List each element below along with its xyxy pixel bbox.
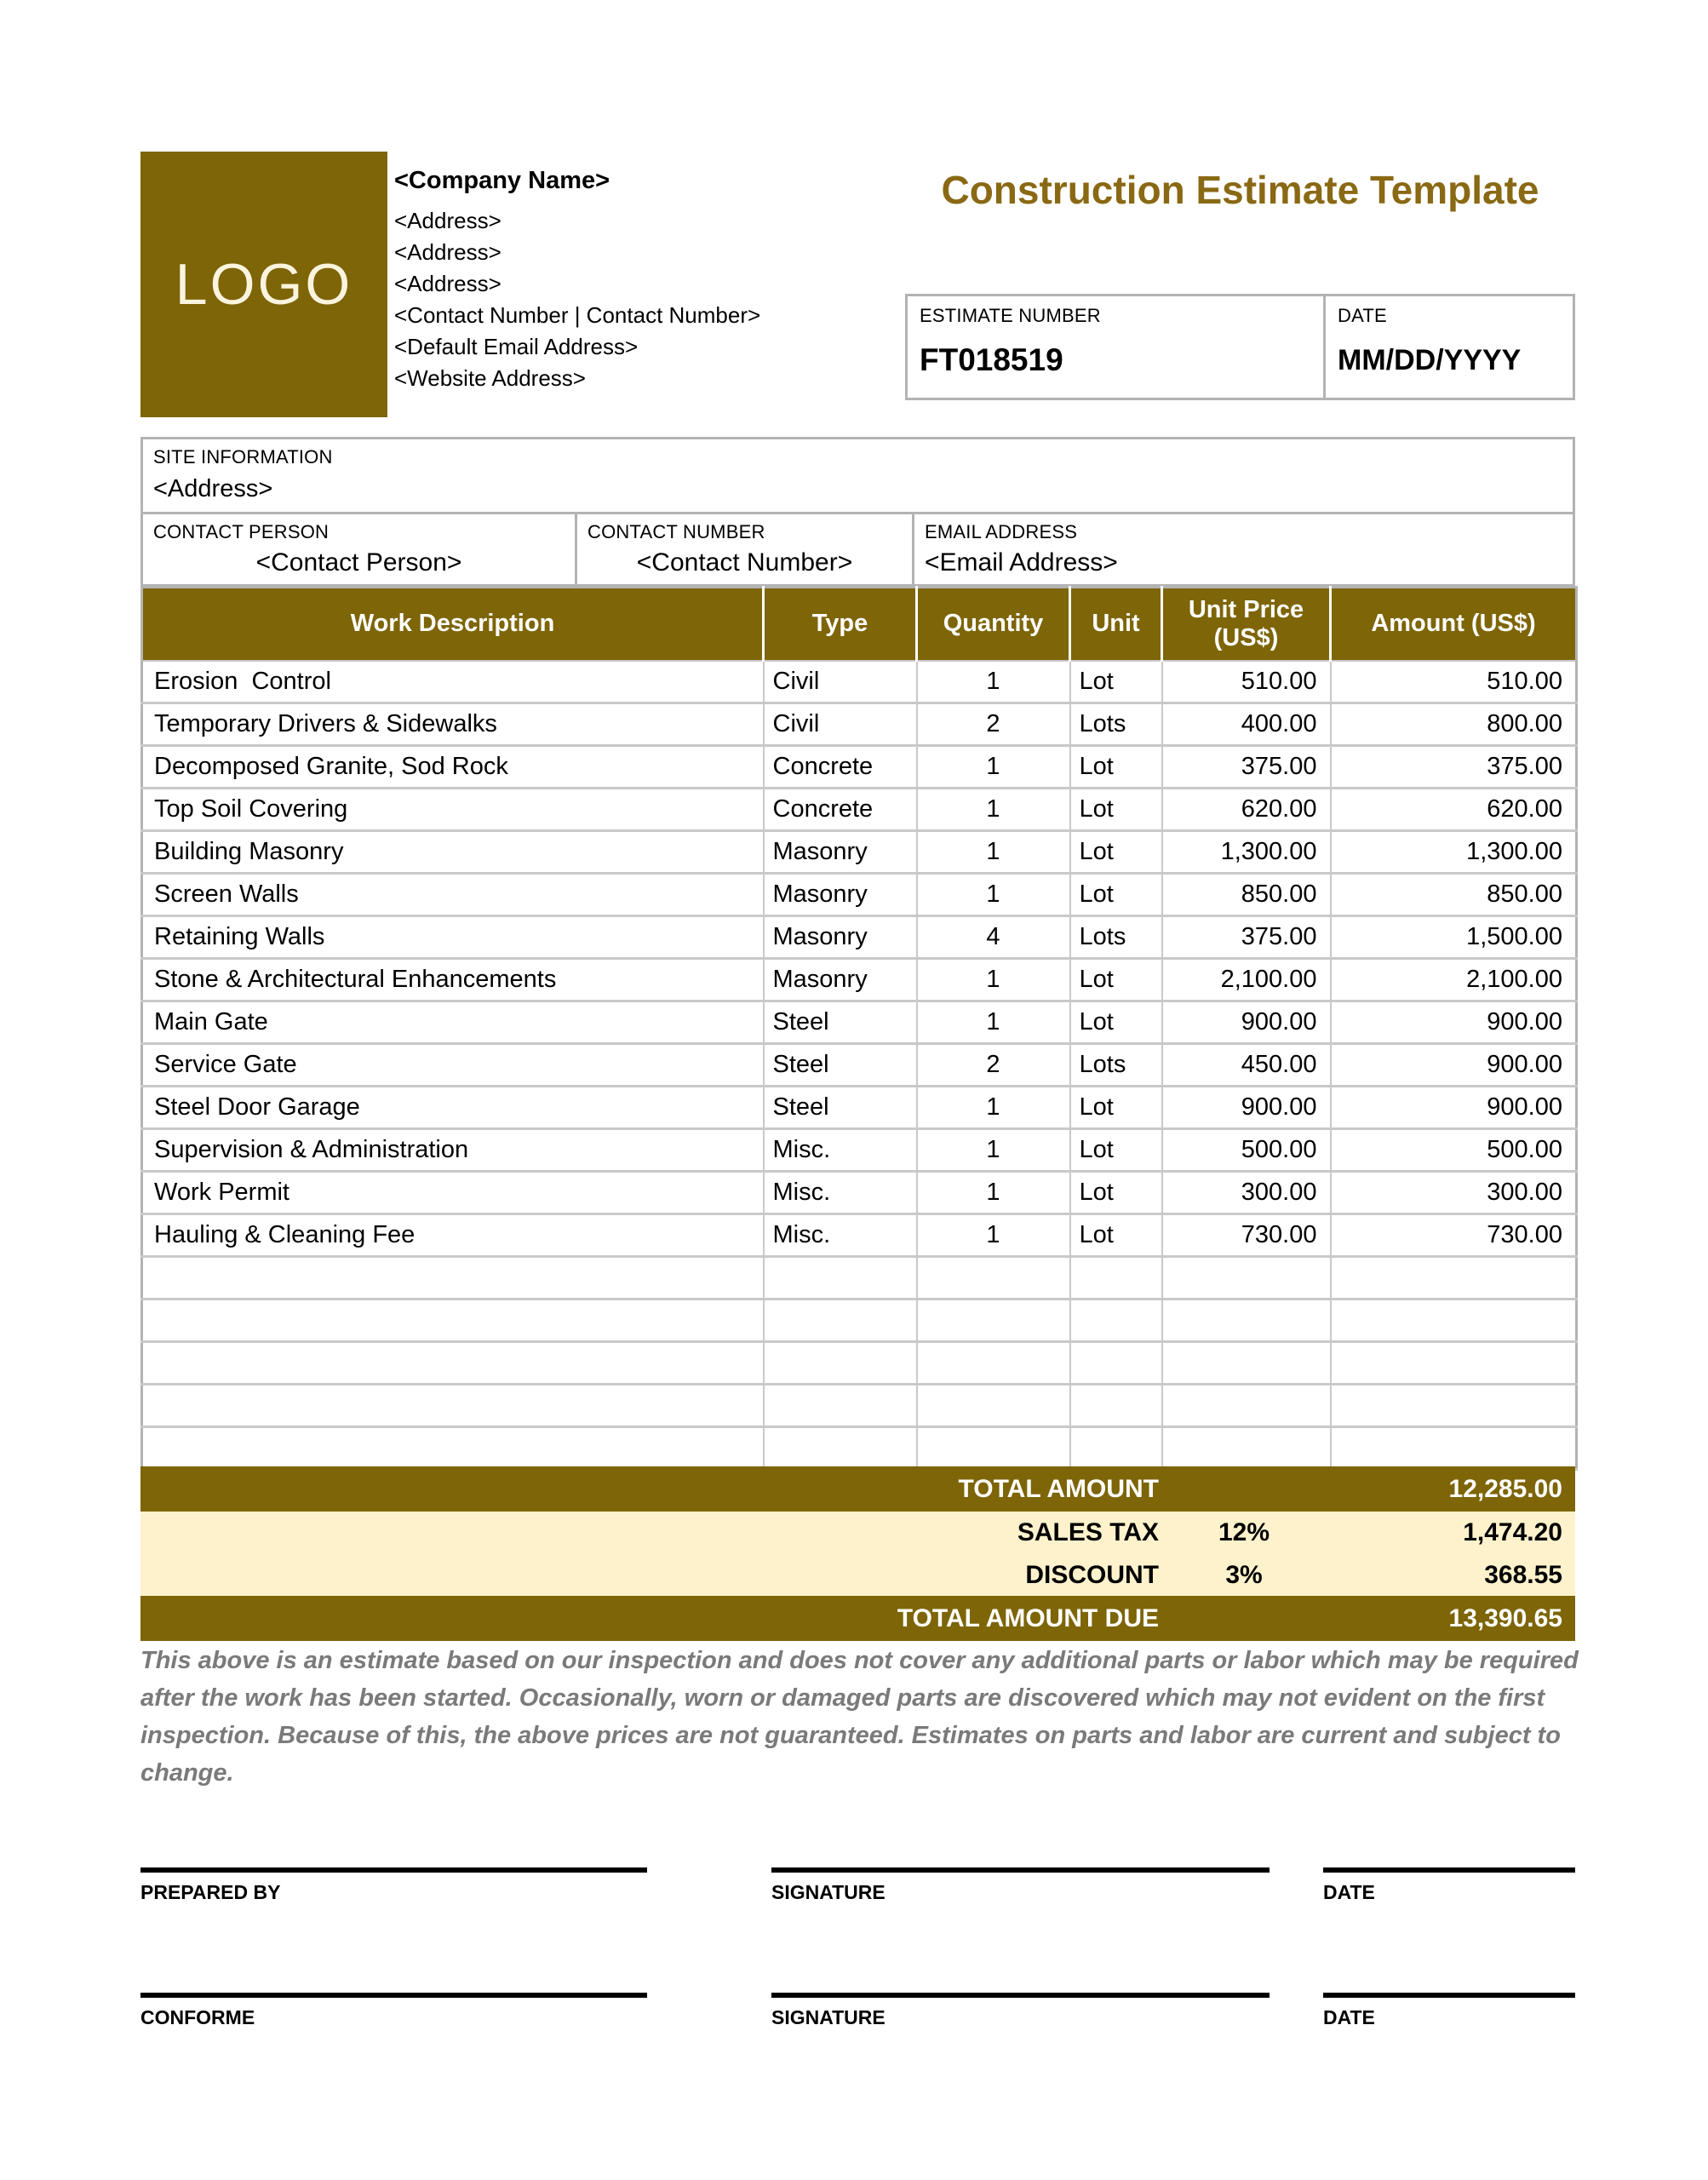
signature-label: SIGNATURE: [771, 2006, 886, 2028]
cell-quantity: 1: [917, 1087, 1070, 1129]
estimate-number-value: FT018519: [920, 342, 1063, 377]
contact-number-value: <Contact Number>: [636, 548, 853, 577]
estimate-number-cell: [908, 296, 1323, 398]
cell-description: Erosion Control: [142, 661, 764, 703]
cell-type: Misc.: [764, 1172, 917, 1214]
company-contact-line: <Contact Number | Contact Number>: [394, 302, 761, 328]
cell-type: [764, 1427, 917, 1470]
table-row-empty: [142, 1299, 1577, 1342]
date-signature-line: [1323, 1867, 1575, 1904]
cell-amount: 375.00: [1331, 746, 1577, 789]
cell-amount: 800.00: [1331, 703, 1577, 746]
cell-amount: 500.00: [1331, 1129, 1577, 1172]
cell-quantity: 1: [917, 1172, 1070, 1214]
cell-type: [764, 1385, 917, 1427]
cell-unit: [1070, 1257, 1162, 1299]
sales-tax-row: [140, 1512, 1575, 1554]
cell-quantity: [917, 1342, 1070, 1385]
conforme-signature-line: [140, 1993, 647, 2029]
company-address-line: <Address>: [394, 208, 502, 233]
table-row: [142, 916, 1577, 959]
cell-description: Screen Walls: [142, 874, 764, 916]
cell-quantity: 1: [917, 959, 1070, 1001]
table-row-empty: [142, 1257, 1577, 1299]
cell-unit: [1070, 1385, 1162, 1427]
work-items-table: [140, 586, 1578, 1471]
cell-amount: 900.00: [1331, 1001, 1577, 1044]
cell-unit-price: [1162, 1427, 1331, 1470]
cell-quantity: [917, 1385, 1070, 1427]
email-address-cell: [912, 514, 1573, 584]
cell-amount: [1331, 1427, 1577, 1470]
header-work-description: Work Description: [142, 588, 764, 662]
cell-type: Masonry: [764, 874, 917, 916]
company-address-line: <Address>: [394, 239, 502, 265]
cell-unit-price: [1162, 1299, 1331, 1342]
table-row: [142, 874, 1577, 916]
cell-description: [142, 1385, 764, 1427]
signature-line: [771, 1993, 1270, 2029]
date-label: DATE: [1323, 1881, 1375, 1903]
discount-value: 368.55: [1484, 1560, 1562, 1589]
cell-quantity: 1: [917, 789, 1070, 831]
cell-type: Masonry: [764, 831, 917, 874]
email-address-value: <Email Address>: [925, 548, 1118, 577]
cell-unit: Lot: [1070, 1087, 1162, 1129]
cell-unit: Lot: [1070, 959, 1162, 1001]
cell-type: Masonry: [764, 959, 917, 1001]
header-type: Type: [764, 588, 917, 662]
cell-description: Retaining Walls: [142, 916, 764, 959]
date-signature-line: [1323, 1993, 1575, 2029]
cell-type: Concrete: [764, 789, 917, 831]
cell-amount: 850.00: [1331, 874, 1577, 916]
table-row: [142, 789, 1577, 831]
prepared-by-signature-line: [140, 1867, 647, 1904]
cell-description: Work Permit: [142, 1172, 764, 1214]
cell-type: Masonry: [764, 916, 917, 959]
header-unit: Unit: [1070, 588, 1162, 662]
cell-unit: Lot: [1070, 1129, 1162, 1172]
company-name: <Company Name>: [394, 167, 610, 194]
total-amount-label: TOTAL AMOUNT: [958, 1474, 1159, 1503]
cell-amount: 620.00: [1331, 789, 1577, 831]
cell-quantity: 1: [917, 661, 1070, 703]
cell-amount: 730.00: [1331, 1214, 1577, 1257]
cell-unit-price: [1162, 1257, 1331, 1299]
cell-unit-price: [1162, 1342, 1331, 1385]
cell-unit-price: 400.00: [1162, 703, 1331, 746]
cell-unit: [1070, 1342, 1162, 1385]
cell-unit: Lots: [1070, 916, 1162, 959]
cell-quantity: 4: [917, 916, 1070, 959]
header-quantity: Quantity: [917, 588, 1070, 662]
header-amount: Amount (US$): [1331, 588, 1577, 662]
cell-quantity: 1: [917, 831, 1070, 874]
contact-person-value: <Contact Person>: [255, 548, 462, 577]
cell-type: [764, 1299, 917, 1342]
cell-type: Steel: [764, 1044, 917, 1087]
company-address-line: <Address>: [394, 271, 502, 296]
cell-amount: [1331, 1257, 1577, 1299]
table-row: [142, 1044, 1577, 1087]
cell-description: Stone & Architectural Enhancements: [142, 959, 764, 1001]
table-row: [142, 661, 1577, 703]
cell-description: [142, 1427, 764, 1470]
total-amount-row: [140, 1466, 1575, 1512]
table-header-row: [142, 588, 1577, 662]
cell-unit-price: 900.00: [1162, 1087, 1331, 1129]
cell-type: Concrete: [764, 746, 917, 789]
cell-unit-price: 900.00: [1162, 1001, 1331, 1044]
cell-description: Temporary Drivers & Sidewalks: [142, 703, 764, 746]
cell-unit-price: 300.00: [1162, 1172, 1331, 1214]
table-row: [142, 1087, 1577, 1129]
table-row: [142, 703, 1577, 746]
cell-type: Steel: [764, 1001, 917, 1044]
cell-quantity: 1: [917, 1001, 1070, 1044]
site-contact-row: [140, 512, 1575, 587]
cell-amount: 900.00: [1331, 1087, 1577, 1129]
cell-description: Decomposed Granite, Sod Rock: [142, 746, 764, 789]
header-unit-price: Unit Price (US$): [1162, 588, 1331, 662]
table-row-empty: [142, 1427, 1577, 1470]
cell-unit: Lot: [1070, 1001, 1162, 1044]
sales-tax-rate: 12%: [1218, 1518, 1270, 1546]
cell-type: Civil: [764, 661, 917, 703]
cell-unit: Lots: [1070, 703, 1162, 746]
estimate-meta-box: [905, 294, 1575, 400]
signature-label: SIGNATURE: [771, 1881, 886, 1903]
cell-unit: Lot: [1070, 874, 1162, 916]
disclaimer-text: This above is an estimate based on our inspection and does not cover any additional parts or labor which may be required after the work has been started. Occasionally, worn or damaged parts are discovered which may not evident on the first inspection. Because of this, the above prices are not guaranteed. Estimates on parts and labor are current and subject to change.: [140, 1647, 1579, 1787]
discount-label: DISCOUNT: [1025, 1560, 1159, 1589]
date-label: DATE: [1338, 305, 1387, 326]
prepared-by-label: PREPARED BY: [140, 1881, 281, 1903]
cell-amount: [1331, 1299, 1577, 1342]
cell-unit: Lot: [1070, 1172, 1162, 1214]
total-amount-due-value: 13,390.65: [1448, 1603, 1562, 1632]
cell-amount: [1331, 1342, 1577, 1385]
cell-unit-price: 620.00: [1162, 789, 1331, 831]
table-row-empty: [142, 1385, 1577, 1427]
table-row: [142, 1214, 1577, 1257]
date-label: DATE: [1323, 2006, 1375, 2028]
cell-quantity: [917, 1427, 1070, 1470]
cell-unit: [1070, 1427, 1162, 1470]
cell-unit-price: 510.00: [1162, 661, 1331, 703]
cell-unit: Lot: [1070, 831, 1162, 874]
table-row: [142, 831, 1577, 874]
contact-person-cell: [143, 514, 575, 584]
site-information-section: [140, 437, 1575, 587]
sales-tax-value: 1,474.20: [1463, 1518, 1562, 1546]
cell-unit-price: 1,300.00: [1162, 831, 1331, 874]
totals-section: [140, 1466, 1575, 1641]
total-amount-value: 12,285.00: [1448, 1474, 1562, 1503]
cell-unit-price: 375.00: [1162, 916, 1331, 959]
contact-number-cell: [575, 514, 912, 584]
cell-description: [142, 1257, 764, 1299]
cell-type: Misc.: [764, 1214, 917, 1257]
site-address-value: <Address>: [153, 475, 273, 502]
cell-description: Top Soil Covering: [142, 789, 764, 831]
cell-type: [764, 1257, 917, 1299]
cell-unit-price: 450.00: [1162, 1044, 1331, 1087]
cell-quantity: 2: [917, 1044, 1070, 1087]
date-value: MM/DD/YYYY: [1338, 344, 1522, 376]
discount-row: [140, 1554, 1575, 1596]
table-row: [142, 1172, 1577, 1214]
cell-quantity: 1: [917, 746, 1070, 789]
page-title: Construction Estimate Template: [941, 168, 1539, 212]
cell-description: Hauling & Cleaning Fee: [142, 1214, 764, 1257]
cell-description: Main Gate: [142, 1001, 764, 1044]
conforme-label: CONFORME: [140, 2006, 255, 2028]
cell-type: Civil: [764, 703, 917, 746]
cell-amount: 900.00: [1331, 1044, 1577, 1087]
cell-description: [142, 1342, 764, 1385]
company-info-block: [394, 167, 760, 394]
cell-description: Building Masonry: [142, 831, 764, 874]
cell-unit: Lot: [1070, 746, 1162, 789]
cell-quantity: 1: [917, 1214, 1070, 1257]
cell-description: Supervision & Administration: [142, 1129, 764, 1172]
contact-number-label: CONTACT NUMBER: [587, 521, 765, 542]
cell-amount: 2,100.00: [1331, 959, 1577, 1001]
company-website-line: <Website Address>: [394, 365, 586, 391]
cell-type: Steel: [764, 1087, 917, 1129]
cell-quantity: [917, 1299, 1070, 1342]
cell-unit-price: [1162, 1385, 1331, 1427]
cell-quantity: 1: [917, 874, 1070, 916]
cell-unit-price: 500.00: [1162, 1129, 1331, 1172]
table-row: [142, 1129, 1577, 1172]
cell-description: [142, 1299, 764, 1342]
total-amount-due-row: [140, 1596, 1575, 1641]
cell-quantity: [917, 1257, 1070, 1299]
email-address-label: EMAIL ADDRESS: [925, 521, 1078, 542]
estimate-number-label: ESTIMATE NUMBER: [920, 305, 1101, 326]
cell-unit-price: 375.00: [1162, 746, 1331, 789]
site-information-cell: [140, 437, 1575, 512]
table-row: [142, 959, 1577, 1001]
cell-unit-price: 2,100.00: [1162, 959, 1331, 1001]
cell-unit: [1070, 1299, 1162, 1342]
contact-person-label: CONTACT PERSON: [153, 521, 330, 542]
cell-description: Steel Door Garage: [142, 1087, 764, 1129]
table-row: [142, 746, 1577, 789]
cell-quantity: 2: [917, 703, 1070, 746]
table-row: [142, 1001, 1577, 1044]
company-logo: [140, 152, 387, 417]
cell-unit: Lot: [1070, 789, 1162, 831]
cell-description: Service Gate: [142, 1044, 764, 1087]
signature-line: [771, 1867, 1270, 1904]
cell-type: [764, 1342, 917, 1385]
site-information-label: SITE INFORMATION: [153, 446, 333, 468]
discount-rate: 3%: [1225, 1560, 1263, 1589]
company-email-line: <Default Email Address>: [394, 334, 639, 359]
cell-unit: Lots: [1070, 1044, 1162, 1087]
cell-amount: 1,500.00: [1331, 916, 1577, 959]
cell-amount: 510.00: [1331, 661, 1577, 703]
cell-amount: [1331, 1385, 1577, 1427]
cell-amount: 300.00: [1331, 1172, 1577, 1214]
total-amount-due-label: TOTAL AMOUNT DUE: [897, 1603, 1159, 1632]
cell-quantity: 1: [917, 1129, 1070, 1172]
cell-amount: 1,300.00: [1331, 831, 1577, 874]
table-row-empty: [142, 1342, 1577, 1385]
sales-tax-label: SALES TAX: [1017, 1518, 1159, 1546]
estimate-date-cell: [1323, 296, 1573, 398]
cell-unit: Lot: [1070, 1214, 1162, 1257]
cell-unit-price: 730.00: [1162, 1214, 1331, 1257]
cell-unit-price: 850.00: [1162, 874, 1331, 916]
logo-text: LOGO: [175, 252, 353, 317]
cell-unit: Lot: [1070, 661, 1162, 703]
cell-type: Misc.: [764, 1129, 917, 1172]
